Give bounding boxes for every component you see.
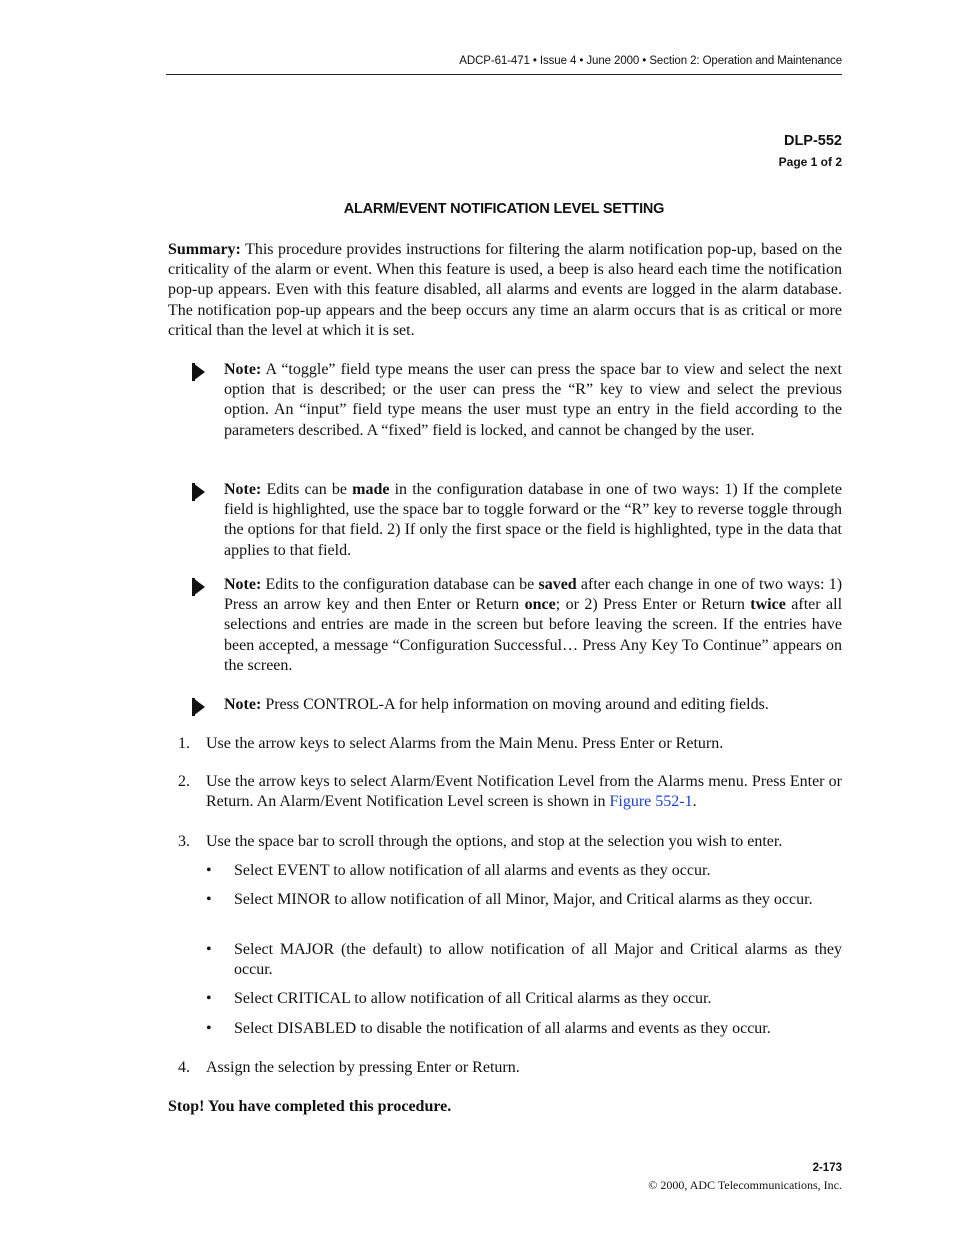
note-bold: saved xyxy=(538,576,577,593)
step-number: 4. xyxy=(178,1059,190,1076)
running-head: ADCP-61-471 • Issue 4 • June 2000 • Section 2: Operation and Maintenance xyxy=(459,55,842,67)
note-label: Note: xyxy=(224,481,262,498)
step-4-text: Assign the selection by pressing Enter or Return. xyxy=(206,1059,520,1076)
bullet-item: Select MINOR to allow notification of all Minor, Major, and Critical alarms as they occur. xyxy=(234,891,813,908)
note-text: A “toggle” field type means the user can press the space bar to view and select the next option that is described; or the user can press the “R” key to view and select the previous option. An “input” field type means the user must type an entry in the field according to the parameters described. A “fixed” field is locked, and cannot be changed by the user. xyxy=(224,361,842,439)
note-arrow-icon xyxy=(189,361,207,383)
note-arrow-icon xyxy=(189,481,207,503)
note-text: in the configuration database in one of two ways: 1) If the complete field is highlighted, use the space bar to toggle forward or the “R” key to reverse toggle through the options for that field. 2) If only the first space or the field is highlighted, type in the data that applies to that field. xyxy=(224,481,843,559)
bullet-item: Select MAJOR (the default) to allow notification of all Major and Critical alarms as they occur. xyxy=(234,941,842,979)
bullet-icon: • xyxy=(206,862,212,879)
bullet-item: Select DISABLED to disable the notification of all alarms and events as they occur. xyxy=(234,1020,771,1037)
step-3-text: Use the space bar to scroll through the options, and stop at the selection you wish to enter. xyxy=(206,833,783,850)
step-number: 1. xyxy=(178,735,190,752)
bullet-icon: • xyxy=(206,1020,212,1037)
note-label: Note: xyxy=(224,576,262,593)
note-label: Note: xyxy=(224,696,262,713)
note-text: Press CONTROL-A for help information on moving around and editing fields. xyxy=(265,696,769,713)
note-arrow-icon xyxy=(189,576,207,598)
step-2-text xyxy=(206,772,842,812)
step-1-text: Use the arrow keys to select Alarms from the Main Menu. Press Enter or Return. xyxy=(206,735,724,752)
note-bold: made xyxy=(352,481,390,498)
footer-page-number: 2-173 xyxy=(812,1162,842,1174)
bullet-item: Select EVENT to allow notification of all alarms and events as they occur. xyxy=(234,862,711,879)
dlp-number: DLP-552 xyxy=(783,133,842,149)
note-text: Edits can be xyxy=(266,481,347,498)
note-bold: twice xyxy=(750,596,786,614)
summary-label: Summary: xyxy=(168,241,241,258)
note-arrow-icon xyxy=(189,696,207,718)
bullet-item: Select CRITICAL to allow notification of all Critical alarms as they occur. xyxy=(234,990,712,1007)
step-text: . xyxy=(692,793,697,811)
figure-link[interactable]: Figure 552-1 xyxy=(609,793,693,811)
note-3 xyxy=(224,575,842,676)
step-number: 2. xyxy=(178,773,190,790)
bullet-icon: • xyxy=(206,990,212,1007)
header-rule xyxy=(166,74,842,75)
note-text: after all selections and entries are made in the screen but before leaving the screen. If the entries have been accepted, a message “Configuration Successful… Press Any Key To Continue” appears on the screen. xyxy=(224,596,843,674)
document-title: ALARM/EVENT NOTIFICATION LEVEL SETTING xyxy=(343,201,665,217)
bullet-icon: • xyxy=(206,941,212,958)
step-number: 3. xyxy=(178,833,190,850)
summary-text: This procedure provides instructions for filtering the alarm notification pop-up, based on the criticality of the alarm or event. When this feature is used, a beep is also heard each time the notification pop-up appears. Even with this feature disabled, all alarms and events are logged in the alarm database. The notification pop-up appears and the beep occurs any time an alarm occurs that is as critical or more critical than the level at which it is set. xyxy=(168,241,842,339)
note-2 xyxy=(224,480,842,561)
bullet-icon: • xyxy=(206,891,212,908)
page-count: Page 1 of 2 xyxy=(778,155,842,169)
note-text: ; or 2) Press Enter or Return xyxy=(555,596,745,614)
note-bold: once xyxy=(524,596,556,614)
note-text: Edits to the configuration database can be xyxy=(265,576,535,593)
stop-statement: Stop! You have completed this procedure. xyxy=(168,1098,452,1115)
note-4 xyxy=(224,695,842,715)
footer-copyright: © 2000, ADC Telecommunications, Inc. xyxy=(648,1178,842,1192)
note-text: after each change in one of two ways: 1) Press an arrow key and then Enter or Return xyxy=(224,576,843,614)
summary-paragraph xyxy=(168,240,842,341)
note-1 xyxy=(224,360,842,441)
note-label: Note: xyxy=(224,361,262,378)
step-text: Use the arrow keys to select Alarm/Event Notification Level from the Alarms menu. Press Enter or Return. An Alarm/Event Notification Level screen is shown in xyxy=(206,773,842,811)
